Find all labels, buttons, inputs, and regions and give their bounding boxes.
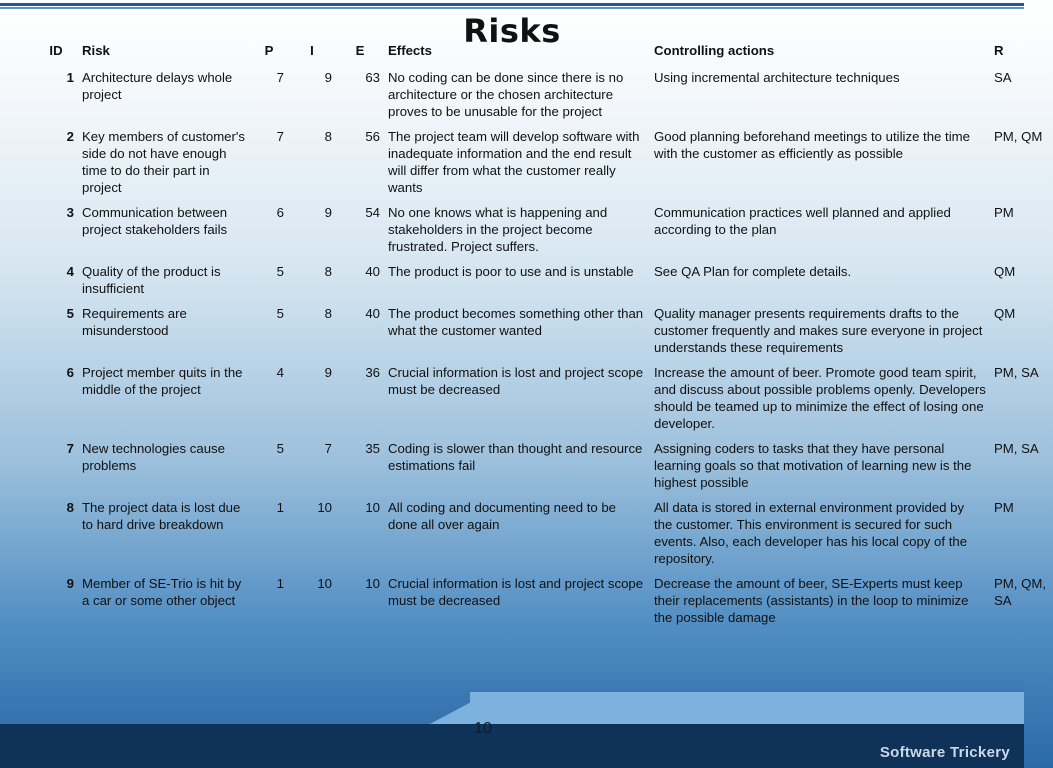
cell-controlling-actions: Good planning beforehand meetings to utilize the time with the customer as efficiently as possible [654,129,970,161]
cell-responsible: PM [994,500,1014,515]
cell-probability: 7 [276,129,284,144]
cell-probability: 5 [276,441,284,456]
cell-id: 5 [66,306,74,321]
table-row [34,575,1053,634]
cell-probability: 6 [276,205,284,220]
cell-responsible: SA [994,70,1012,85]
cell-responsible: PM, SA [994,365,1039,380]
cell-risk: Key members of customer's side do not have enough time to do their part in project [82,129,246,195]
footer-dark-strip [0,724,1024,768]
slide-title: Risks [463,12,561,50]
cell-probability: 1 [276,576,284,591]
cell-controlling-actions: Assigning coders to tasks that they have personal learning goals so that motivation of learning new is the highest possible [654,441,972,490]
cell-risk: Communication between project stakeholders fails [82,205,228,237]
page-number: 10 [474,720,492,737]
cell-effects: The product is poor to use and is unstable [388,264,634,279]
top-stripe [0,0,1024,10]
table-row [34,305,1053,364]
cell-exposure: 36 [365,365,380,380]
cell-responsible: QM [994,306,1016,321]
cell-probability: 5 [276,264,284,279]
table-row [34,364,1053,440]
cell-exposure: 56 [365,129,380,144]
cell-id: 8 [66,500,74,515]
cell-controlling-actions: Increase the amount of beer. Promote good team spirit, and discuss about possible problems openly. Developers should be teamed up to minimize the effect of losing one developer. [654,365,986,431]
cell-responsible: PM, QM, SA [994,576,1047,608]
cell-impact: 10 [317,576,332,591]
cell-effects: No one knows what is happening and stakeholders in the project become frustrated. Project suffers. [388,205,608,254]
cell-effects: Coding is slower than thought and resource estimations fail [388,441,643,473]
cell-risk: Quality of the product is insufficient [82,264,221,296]
cell-controlling-actions: Communication practices well planned and applied according to the plan [654,205,951,237]
cell-probability: 1 [276,500,284,515]
header-effects: Effects [388,43,432,58]
cell-id: 2 [66,129,74,144]
cell-impact: 7 [324,441,332,456]
cell-impact: 9 [324,205,332,220]
cell-controlling-actions: Using incremental architecture techniques [654,70,900,85]
header-controlling-actions: Controlling actions [654,43,775,58]
table-row [34,204,1053,263]
cell-impact: 8 [324,264,332,279]
cell-impact: 9 [324,70,332,85]
cell-exposure: 54 [365,205,380,220]
cell-effects: The project team will develop software with inadequate information and the end result will differ from what the customer really wants [388,129,640,195]
cell-exposure: 40 [365,306,380,321]
top-stripe-light-line [0,7,1024,9]
table-row [34,263,1053,305]
cell-effects: No coding can be done since there is no architecture or the chosen architecture proves to be unusable for the project [388,70,624,119]
cell-impact: 10 [317,500,332,515]
table-row [34,69,1053,128]
cell-effects: The product becomes something other than what the customer wanted [388,306,644,338]
cell-effects: All coding and documenting need to be done all over again [388,500,617,532]
cell-id: 9 [66,576,74,591]
cell-impact: 8 [324,306,332,321]
cell-controlling-actions: Quality manager presents requirements drafts to the customer frequently and makes sure everyone in project understands these requirements [654,306,983,355]
cell-responsible: PM [994,205,1014,220]
cell-id: 3 [66,205,74,220]
cell-risk: The project data is lost due to hard drive breakdown [82,500,241,532]
header-id: ID [49,43,63,58]
header-impact: I [310,43,314,58]
footer-band [0,680,1024,768]
cell-effects: Crucial information is lost and project scope must be decreased [388,365,644,397]
cell-probability: 5 [276,306,284,321]
footer-light-strip [470,692,1024,724]
cell-exposure: 35 [365,441,380,456]
cell-exposure: 40 [365,264,380,279]
cell-impact: 9 [324,365,332,380]
cell-risk: Member of SE-Trio is hit by a car or some other object [82,576,242,608]
cell-risk: Architecture delays whole project [82,70,233,102]
cell-controlling-actions: All data is stored in external environment provided by the customer. This environment is secured for such events. Also, each developer has his local copy of the repository. [654,500,968,566]
table-header-row [34,40,1053,69]
cell-responsible: PM, QM [994,129,1043,144]
cell-responsible: QM [994,264,1016,279]
header-exposure: E [355,43,365,58]
cell-controlling-actions: Decrease the amount of beer, SE-Experts must keep their replacements (assistants) in the loop to minimize the possible damage [654,576,969,625]
cell-risk: New technologies cause problems [82,441,225,473]
cell-exposure: 63 [365,70,380,85]
table-row [34,128,1053,204]
risk-table [34,40,1053,634]
cell-exposure: 10 [365,576,380,591]
header-risk: Risk [82,43,110,58]
cell-controlling-actions: See QA Plan for complete details. [654,264,852,279]
header-responsible: R [994,43,1004,58]
cell-id: 7 [66,441,74,456]
cell-impact: 8 [324,129,332,144]
table-row [34,499,1053,575]
table-row [34,440,1053,499]
cell-id: 6 [66,365,74,380]
header-probability: P [264,43,274,58]
cell-exposure: 10 [365,500,380,515]
cell-id: 1 [66,70,74,85]
cell-id: 4 [66,264,74,279]
cell-probability: 7 [276,70,284,85]
brand-logo-text: Software Trickery [879,744,1010,761]
cell-responsible: PM, SA [994,441,1039,456]
top-stripe-dark-line [0,3,1024,6]
cell-risk: Requirements are misunderstood [82,306,187,338]
cell-risk: Project member quits in the middle of the project [82,365,243,397]
cell-probability: 4 [276,365,284,380]
cell-effects: Crucial information is lost and project scope must be decreased [388,576,644,608]
